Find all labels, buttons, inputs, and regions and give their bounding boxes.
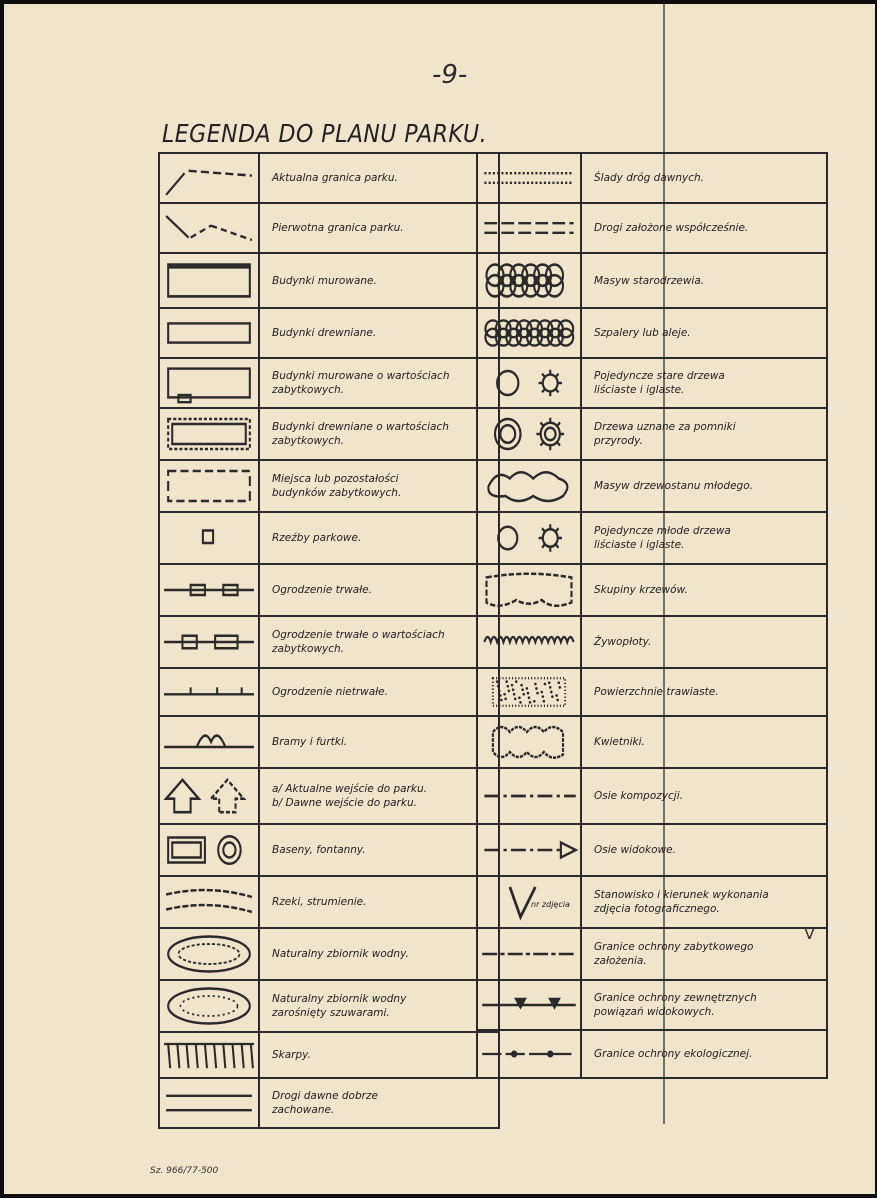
photo-station-icon [478, 877, 582, 927]
footer-code: Sz. 966/77-500 [150, 1166, 219, 1176]
legend-row [158, 202, 500, 254]
legend-row [476, 767, 828, 825]
building-remains-icon [160, 461, 260, 511]
legend-row [476, 715, 828, 769]
legend-label: Miejsca lub pozostałości budynków zabytkowych. [272, 473, 402, 499]
legend-row [158, 511, 500, 565]
legend-label: Rzeki, strumienie. [272, 896, 367, 908]
legend-row [476, 511, 828, 565]
pond-icon [160, 929, 260, 979]
dashed-road-icon [478, 204, 582, 252]
old-single-trees-icon [478, 359, 582, 407]
legend-label: Masyw drzewostanu młodego. [594, 480, 753, 492]
flowerbed-icon [478, 717, 582, 767]
overgrown-pond-icon [160, 981, 260, 1031]
legend-row [158, 875, 500, 929]
legend-label: Skupiny krzewów. [594, 584, 688, 596]
legend-label: Osie kompozycji. [594, 790, 683, 802]
legend-label: Naturalny zbiornik wodny zarośnięty szuwarami. [272, 993, 407, 1019]
dashed-line-down-icon [160, 204, 260, 252]
legend-label: Budynki drewniane o wartościach zabytkowych. [272, 421, 449, 447]
legend-row [158, 927, 500, 981]
legend-label: Pierwotna granica parku. [272, 222, 404, 234]
view-axis-icon [478, 825, 582, 875]
ecological-protection-icon [478, 1031, 582, 1077]
permanent-fence-icon [160, 565, 260, 615]
composition-axis-icon [478, 769, 582, 823]
legend-label: Ogrodzenie nietrwałe. [272, 686, 388, 698]
wooden-building-icon [160, 309, 260, 357]
legend-row [158, 459, 500, 513]
scanned-page [4, 4, 875, 1194]
legend-label: Ogrodzenie trwałe o wartościach zabytkowych. [272, 629, 445, 655]
legend-label: Rzeźby parkowe. [272, 532, 362, 544]
legend-label: Baseny, fontanny. [272, 844, 366, 856]
legend-row [158, 307, 500, 359]
legend-row [476, 252, 828, 309]
legend-row [158, 252, 500, 309]
legend-label: Naturalny zbiornik wodny. [272, 948, 409, 960]
legend-label: Masyw starodrzewia. [594, 274, 705, 287]
legend-label: a/ Aktualne wejście do parku. b/ Dawne wejście do parku. [272, 783, 427, 809]
legend-row [158, 715, 500, 769]
legend-row [476, 875, 828, 929]
legend-label: Drogi dawne dobrze zachowane. [272, 1090, 378, 1116]
historic-masonry-building-icon [160, 359, 260, 407]
legend-label: Drogi założone współcześnie. [594, 222, 749, 234]
legend-row [158, 667, 500, 717]
entrance-arrows-icon [160, 769, 260, 823]
legend-label: Pojedyncze stare drzewa liściaste i iglaste. [594, 370, 725, 396]
legend-label: Granice ochrony ekologicznej. [594, 1048, 753, 1060]
legend-row [476, 667, 828, 717]
legend-label: Aktualna granica parku. [272, 172, 398, 184]
legend-row [158, 563, 500, 617]
pool-fountain-icon [160, 825, 260, 875]
margin-check-mark: V [804, 924, 815, 943]
gate-icon [160, 717, 260, 767]
alley-icon [478, 309, 582, 357]
legend-label: Ślady dróg dawnych. [594, 172, 704, 184]
legend-title: LEGENDA DO PLANU PARKU. [162, 120, 488, 149]
dotted-road-icon [478, 154, 582, 202]
legend-label: Bramy i furtki. [272, 736, 348, 748]
legend-row [158, 407, 500, 461]
legend-row [476, 459, 828, 513]
legend-label: Pojedyncze młode drzewa liściaste i iglaste. [594, 525, 731, 551]
legend-row [476, 1029, 828, 1079]
legend-row [476, 615, 828, 669]
protection-border-icon [478, 929, 582, 979]
legend-label: Stanowisko i kierunek wykonania zdjęcia fotograficznego. [594, 889, 769, 915]
legend-row [476, 307, 828, 359]
legend-row [476, 979, 828, 1031]
stream-icon [160, 877, 260, 927]
dashed-line-up-icon [160, 154, 260, 202]
legend-row [476, 357, 828, 409]
legend-row [158, 1031, 500, 1079]
legend-table [4, 4, 875, 1194]
legend-label: Ogrodzenie trwałe. [272, 584, 372, 596]
legend-row [158, 152, 500, 204]
temporary-fence-icon [160, 669, 260, 715]
old-tree-mass-icon [478, 254, 582, 307]
legend-label: Granice ochrony zabytkowego założenia. [594, 941, 754, 967]
monument-trees-icon [478, 409, 582, 459]
legend-row [158, 979, 500, 1033]
legend-row [476, 202, 828, 254]
shrub-group-icon [478, 565, 582, 615]
legend-row [158, 1077, 500, 1129]
legend-row [476, 152, 828, 204]
young-single-trees-icon [478, 513, 582, 563]
view-protection-icon [478, 981, 582, 1029]
legend-label: Kwietniki. [594, 736, 645, 748]
legend-label: Powierzchnie trawiaste. [594, 686, 719, 698]
legend-label: Budynki drewniane. [272, 327, 377, 339]
legend-label: Skarpy. [272, 1049, 311, 1061]
historic-wooden-building-icon [160, 409, 260, 459]
legend-row [158, 357, 500, 409]
grass-icon [478, 669, 582, 715]
legend-label: Szpalery lub aleje. [594, 327, 691, 339]
legend-label: Budynki murowane o wartościach zabytkowych. [272, 370, 450, 396]
legend-label: Żywopłoty. [594, 636, 652, 648]
legend-label: Granice ochrony zewnętrznych powiązań widokowych. [594, 992, 757, 1018]
legend-row [158, 767, 500, 825]
legend-label: Drzewa uznane za pomniki przyrody. [594, 421, 736, 447]
legend-row [158, 823, 500, 877]
legend-row [476, 927, 828, 981]
legend-row [476, 407, 828, 461]
photo-number-label: nr zdjęcia [531, 900, 570, 910]
legend-label: Budynki murowane. [272, 274, 377, 287]
old-road-icon [160, 1079, 260, 1127]
historic-fence-icon [160, 617, 260, 667]
page-number: -9- [432, 60, 468, 90]
legend-row [158, 615, 500, 669]
sculpture-icon [160, 513, 260, 563]
slope-icon [160, 1033, 260, 1077]
masonry-building-icon [160, 254, 260, 307]
legend-row [476, 563, 828, 617]
legend-label: Osie widokowe. [594, 844, 676, 856]
young-tree-mass-icon [478, 461, 582, 511]
hedge-icon [478, 617, 582, 667]
legend-row [476, 823, 828, 877]
